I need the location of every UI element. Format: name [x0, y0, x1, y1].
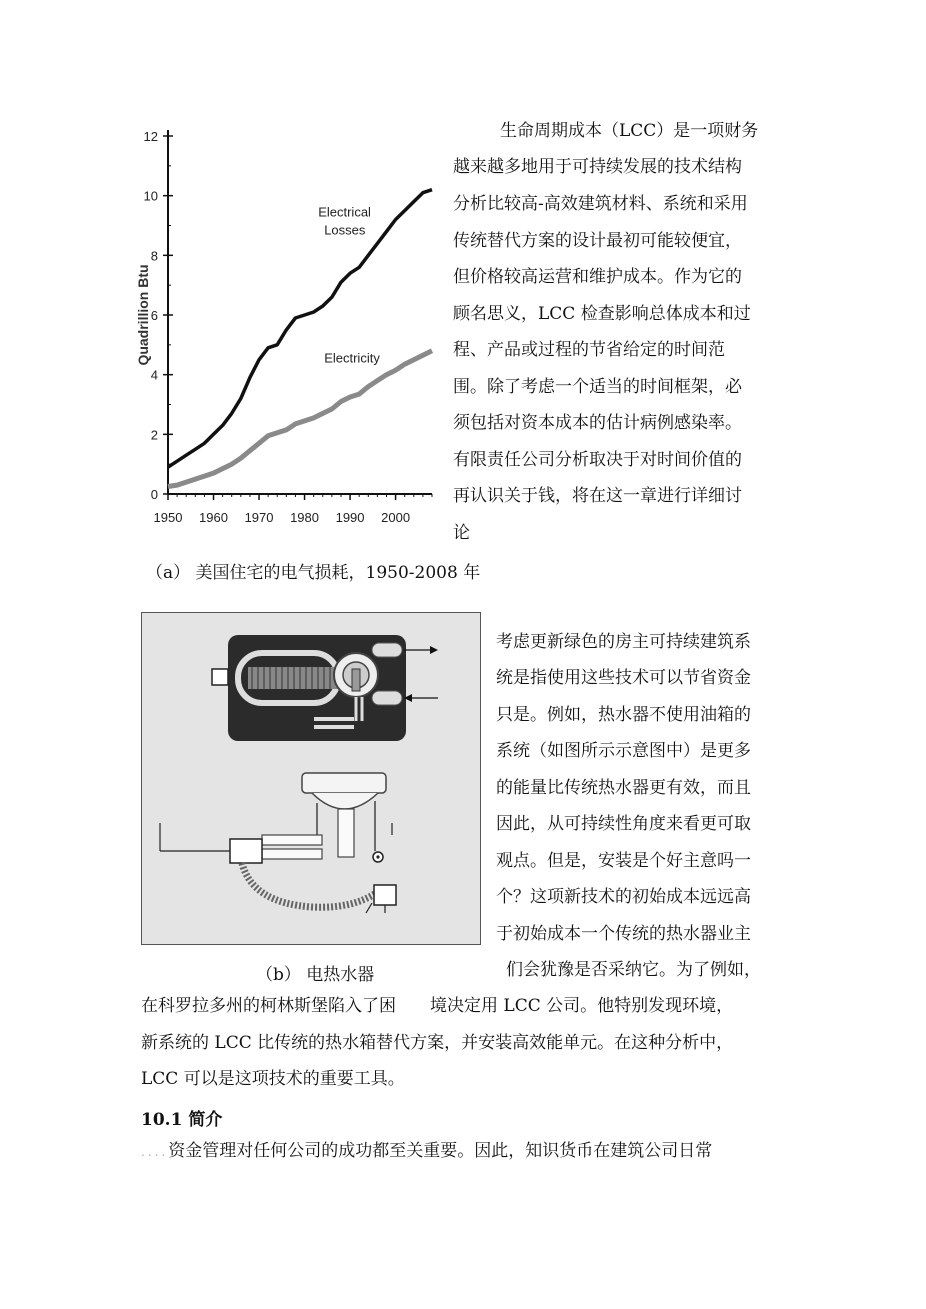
paragraph-3-line: 在科罗拉多州的柯林斯堡陷入了困 境决定用 LCC 公司。他特别发现环境， — [141, 996, 734, 1016]
paragraph-2-line: 只是。例如，热水器不使用油箱的 — [496, 705, 751, 725]
paragraph-3-line: LCC 可以是这项技术的重要工具。 — [141, 1069, 405, 1089]
paragraph-2-line: 系统（如图所示示意图中）是更多 — [496, 741, 751, 761]
paragraph-3-line: 新系统的 LCC 比传统的热水箱替代方案，并安装高效能单元。在这种分析中， — [141, 1033, 734, 1053]
figure-b-caption: （b） 电热水器 — [256, 965, 375, 985]
inlet-pipe — [372, 691, 402, 705]
paragraph-1-line: 有限责任公司分析取决于对时间价值的 — [453, 450, 742, 470]
section-first-line — [141, 1141, 712, 1162]
x-tick-label: 2000 — [381, 510, 411, 525]
paragraph-1-line: 越来越多地用于可持续发展的技术结构 — [453, 157, 742, 177]
y-tick-label: 4 — [150, 367, 158, 383]
paragraph-2-line: 统是指使用这些技术可以节省资金 — [496, 668, 751, 688]
paragraph-1-line: 围。除了考虑一个适当的时间框架，必 — [453, 377, 742, 397]
y-tick-label: 10 — [143, 188, 158, 204]
drain-pipe — [338, 809, 354, 857]
x-tick-label: 1990 — [335, 510, 365, 525]
paragraph-1-line: 程、产品或过程的节省给定的时间范 — [453, 340, 725, 360]
flex-hose — [242, 863, 376, 907]
paragraph-1-line: 顾名思义，LCC 检查影响总体成本和过 — [453, 304, 751, 324]
sink-bowl — [312, 793, 378, 809]
paragraph-2-line: 观点。但是，安装是个好主意吗一 — [496, 851, 751, 871]
paragraph-1-line: 论 — [453, 523, 470, 543]
y-axis-label: Quadrillion Btu — [135, 264, 151, 366]
paragraph-1-line: 须包括对资本成本的估计病例感染率。 — [453, 413, 742, 433]
x-tick-label: 1950 — [153, 510, 183, 525]
paragraph-1-line: 但价格较高运营和维护成本。作为它的 — [453, 267, 742, 287]
outlet-pipe — [372, 643, 402, 657]
x-tick-label: 1980 — [290, 510, 320, 525]
paragraph-2-line: 个？这项新技术的初始成本远远高 — [496, 887, 751, 907]
junction-box — [374, 885, 396, 905]
paragraph-2-line: 于初始成本一个传统的热水器业主 — [496, 924, 751, 944]
series-label-electrical-losses: Electrical — [318, 204, 371, 220]
paragraph-1-line: 再认识关于钱，将在这一章进行详细讨 — [453, 486, 742, 506]
series-line-electricity — [168, 351, 432, 487]
y-tick-label: 12 — [143, 129, 158, 144]
series-label-electrical-losses-2: Losses — [324, 222, 366, 238]
paragraph-2-line: 的能量比传统热水器更有效，而且 — [496, 778, 751, 798]
x-tick-label: 1960 — [199, 510, 228, 525]
section-heading: 10.1 简介 — [141, 1110, 223, 1130]
paragraph-2-line: 考虑更新绿色的房主可持续建筑系 — [496, 632, 751, 652]
paragraph-1-line: 分析比较高-高效建筑材料、系统和采用 — [453, 194, 748, 214]
series-label-electricity: Electricity — [324, 350, 380, 366]
section-first-line-text: 资金管理对任何公司的成功都至关重要。因此，知识货币在建筑公司日常 — [168, 1141, 713, 1161]
figure-a-caption: （a） 美国住宅的电气损耗，1950-2008 年 — [146, 563, 481, 583]
x-tick-label: 1970 — [244, 510, 274, 525]
inlet-stub — [212, 669, 228, 685]
paragraph-2-line: 们会犹豫是否采纳它。为了例如， — [506, 960, 761, 980]
y-tick-label: 8 — [150, 248, 158, 264]
paragraph-1-line: 生命周期成本（LCC）是一项财务 — [500, 121, 759, 141]
y-tick-label: 2 — [150, 427, 158, 443]
outlet-arrow-icon — [430, 646, 438, 654]
paragraph-1-line: 传统替代方案的设计最初可能较便宜， — [453, 231, 742, 251]
y-tick-label: 0 — [150, 487, 158, 502]
y-tick-label: 6 — [150, 308, 158, 323]
indent-leader: .... — [141, 1145, 169, 1159]
water-heater-schematic — [142, 613, 479, 943]
sink-top — [302, 773, 386, 793]
figure-b-water-heater-diagram — [141, 612, 481, 945]
series-line-electrical-losses — [168, 190, 432, 467]
figure-a-chart — [135, 118, 440, 538]
tankless-unit — [230, 839, 262, 863]
paragraph-2-line: 因此，从可持续性角度来看更可取 — [496, 814, 751, 834]
electrical-losses-chart — [135, 118, 440, 538]
